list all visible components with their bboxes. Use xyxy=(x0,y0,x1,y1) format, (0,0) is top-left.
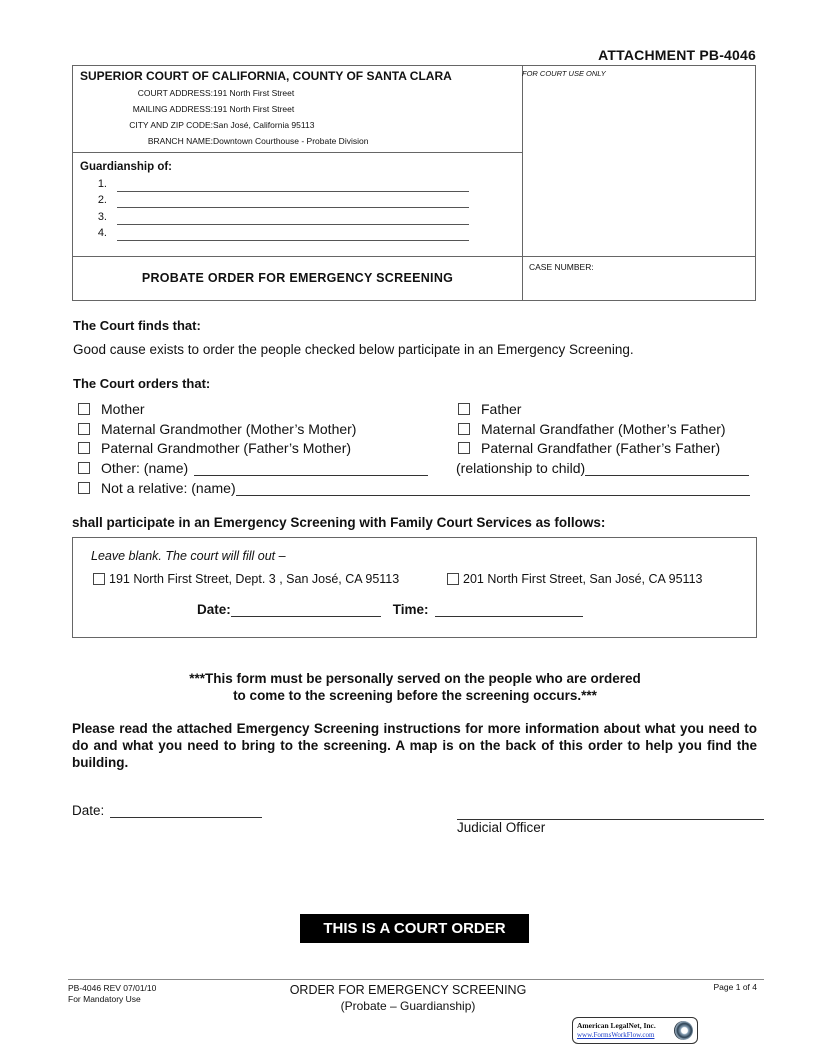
judicial-officer-label: Judicial Officer xyxy=(457,820,546,835)
logo-url-link[interactable]: www.FormsWorkFlow.com xyxy=(577,1031,655,1039)
ward-name-field[interactable] xyxy=(117,240,469,241)
location-label: 201 North First Street, San José, CA 95113 xyxy=(463,572,703,586)
other-checkbox[interactable] xyxy=(78,462,90,474)
option-label: Mother xyxy=(101,401,145,417)
mailing-address-label: MAILING ADDRESS: xyxy=(132,104,213,114)
mailing-address-value: 191 North First Street xyxy=(213,104,295,114)
document-title: PROBATE ORDER FOR EMERGENCY SCREENING xyxy=(141,271,454,285)
participation-heading: shall participate in an Emergency Screening with Family Court Services as follows: xyxy=(72,515,606,530)
option-label: Father xyxy=(481,401,522,417)
not-relative-checkbox[interactable] xyxy=(78,482,90,494)
court-address-row xyxy=(73,88,295,100)
option-label: Paternal Grandfather (Father’s Father) xyxy=(481,440,721,456)
caption-divider xyxy=(73,256,755,257)
line-number: 1. xyxy=(97,178,107,190)
caption-divider xyxy=(522,66,523,300)
footer-divider xyxy=(68,979,764,980)
footer-title: ORDER FOR EMERGENCY SCREENING xyxy=(289,983,527,997)
line-number: 3. xyxy=(97,211,107,223)
leave-blank-note: Leave blank. The court will fill out – xyxy=(91,549,286,563)
findings-heading: The Court finds that: xyxy=(73,318,201,333)
option-label: Maternal Grandfather (Mother’s Father) xyxy=(481,421,726,437)
location-2-checkbox[interactable] xyxy=(447,573,459,585)
option-label: Paternal Grandmother (Father’s Mother) xyxy=(101,440,352,456)
branch-name-value: Downtown Courthouse - Probate Division xyxy=(213,136,369,146)
option-paternal-grandfather xyxy=(458,440,720,456)
legalnet-logo[interactable] xyxy=(572,1017,698,1044)
other-name-field[interactable] xyxy=(194,461,428,476)
paternal-grandmother-checkbox[interactable] xyxy=(78,442,90,454)
relationship-row xyxy=(456,460,749,476)
city-zip-row xyxy=(73,120,315,132)
city-zip-label: CITY AND ZIP CODE: xyxy=(129,120,213,130)
ward-name-field[interactable] xyxy=(117,207,469,208)
signature-date-field[interactable] xyxy=(110,803,262,818)
relationship-field[interactable] xyxy=(585,461,749,476)
mother-checkbox[interactable] xyxy=(78,403,90,415)
orders-heading: The Court orders that: xyxy=(73,376,211,391)
branch-name-row xyxy=(73,136,369,148)
caption-divider xyxy=(73,152,522,153)
schedule-time-label: Time: xyxy=(392,602,429,617)
for-court-use-label: FOR COURT USE ONLY xyxy=(522,69,606,78)
ward-name-field[interactable] xyxy=(117,224,469,225)
schedule-date-field[interactable] xyxy=(231,602,381,617)
relationship-label: (relationship to child) xyxy=(456,460,586,476)
father-checkbox[interactable] xyxy=(458,403,470,415)
maternal-grandmother-checkbox[interactable] xyxy=(78,423,90,435)
city-zip-value: San José, California 95113 xyxy=(213,120,315,130)
signature-date-row xyxy=(72,803,262,818)
location-option-1 xyxy=(93,572,399,586)
mandatory-use-label: For Mandatory Use xyxy=(68,994,141,1004)
mailing-address-row xyxy=(73,104,295,116)
location-1-checkbox[interactable] xyxy=(93,573,105,585)
globe-icon xyxy=(674,1021,693,1040)
instructions-paragraph: Please read the attached Emergency Screening instructions for more information about what you need to do and what you need to bring to the screening. A map is on the back of this order to help you find the building. xyxy=(72,721,757,770)
option-maternal-grandmother xyxy=(78,421,356,437)
ward-name-field[interactable] xyxy=(117,191,469,192)
paternal-grandfather-checkbox[interactable] xyxy=(458,442,470,454)
guardianship-label: Guardianship of: xyxy=(80,161,172,173)
location-label: 191 North First Street, Dept. 3 , San José, CA 95113 xyxy=(109,572,400,586)
option-paternal-grandmother xyxy=(78,440,351,456)
line-number: 2. xyxy=(97,194,107,206)
service-notice-line-1: ***This form must be personally served on the people who are ordered xyxy=(189,671,641,686)
option-not-relative xyxy=(78,480,750,496)
date-time-row xyxy=(197,602,583,617)
line-number: 4. xyxy=(97,227,107,239)
not-relative-name-field[interactable] xyxy=(236,481,750,496)
location-option-2 xyxy=(447,572,702,586)
logo-company-name: American LegalNet, Inc. xyxy=(577,1021,656,1030)
court-address-label: COURT ADDRESS: xyxy=(137,88,213,98)
schedule-time-field[interactable] xyxy=(435,602,583,617)
option-father xyxy=(458,401,521,417)
court-title: SUPERIOR COURT OF CALIFORNIA, COUNTY OF SANTA CLARA xyxy=(80,69,452,83)
schedule-date-label: Date: xyxy=(197,602,231,617)
signature-date-label: Date: xyxy=(72,803,105,818)
court-order-banner: THIS IS A COURT ORDER xyxy=(300,914,529,943)
page-number: Page 1 of 4 xyxy=(713,982,757,992)
option-maternal-grandfather xyxy=(458,421,726,437)
attachment-label: ATTACHMENT PB-4046 xyxy=(598,47,756,63)
option-label: Maternal Grandmother (Mother’s Mother) xyxy=(101,421,357,437)
option-label: Other: (name) xyxy=(101,460,189,476)
form-id: PB-4046 REV 07/01/10 xyxy=(68,983,157,993)
service-notice-line-2: to come to the screening before the screening occurs.*** xyxy=(233,688,597,703)
court-address-value: 191 North First Street xyxy=(213,88,295,98)
case-number-label: CASE NUMBER: xyxy=(529,262,594,272)
schedule-box xyxy=(72,537,757,638)
maternal-grandfather-checkbox[interactable] xyxy=(458,423,470,435)
findings-text: Good cause exists to order the people checked below participate in an Emergency Screening. xyxy=(73,342,634,357)
option-label: Not a relative: (name) xyxy=(101,480,236,496)
footer-subtitle: (Probate – Guardianship) xyxy=(340,999,476,1013)
option-other xyxy=(78,460,428,476)
branch-name-label: BRANCH NAME: xyxy=(147,136,213,146)
caption-box xyxy=(72,65,756,301)
option-mother xyxy=(78,401,145,417)
